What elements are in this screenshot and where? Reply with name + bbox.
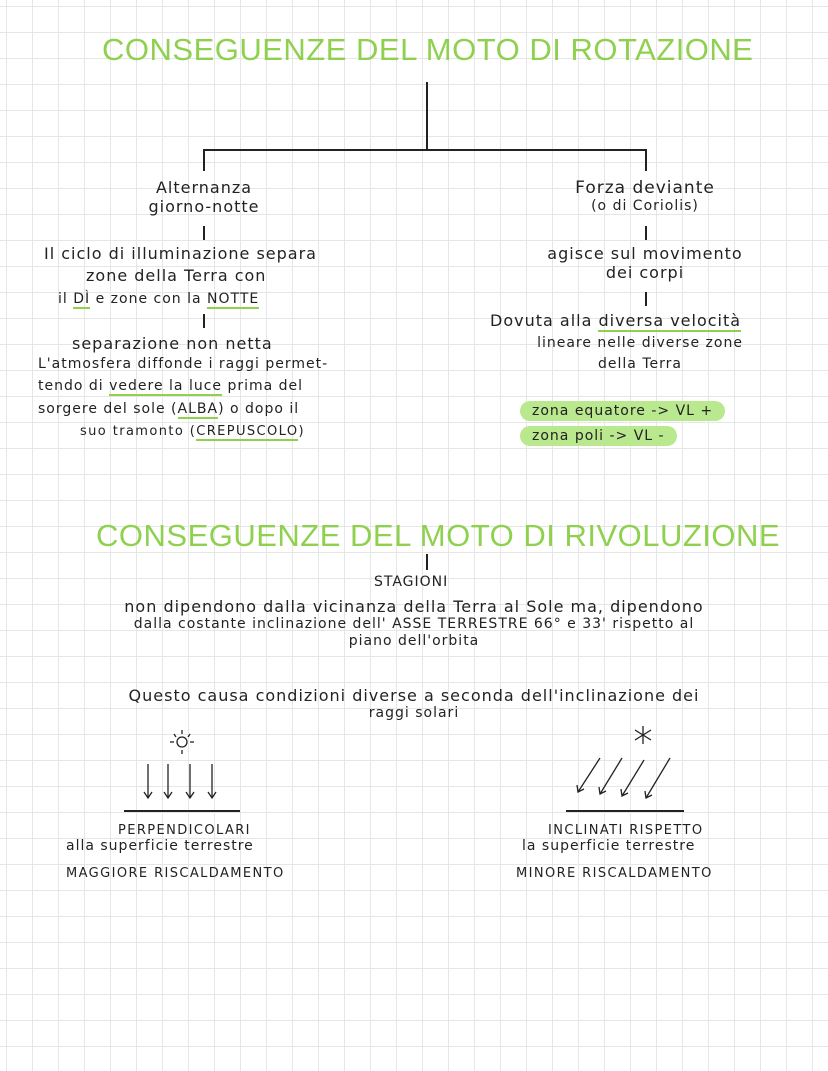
sep4-prefix: sorgere del sole ( [38, 401, 178, 417]
inclined-rays-diagram [560, 722, 690, 812]
left-desc-line1: Il ciclo di illuminazione separa [44, 244, 317, 263]
sep5-suffix: ) [298, 424, 305, 439]
revolution-connector [426, 554, 428, 570]
right-due-line3: della Terra [598, 356, 682, 372]
stagioni-label: STAGIONI [374, 574, 449, 590]
para1-line1: non dipendono dalla vicinanza della Terra al Sole ma, dipendono [124, 597, 704, 616]
revolution-para1 [20, 597, 808, 650]
left-desc-line2: zone della Terra con [86, 266, 267, 285]
sep3-suffix: prima del [227, 378, 304, 394]
vertical-rays [144, 764, 216, 798]
right-act [500, 244, 790, 282]
tree-left-drop [203, 149, 205, 171]
day-prefix: il [58, 291, 68, 307]
crepuscolo-word: CREPUSCOLO [196, 424, 299, 439]
right-connector-2 [645, 292, 647, 306]
right-act-line2: dei corpi [605, 263, 685, 283]
para2-line2: raggi solari [368, 705, 460, 722]
left-heading-line1: Alternanza [155, 178, 253, 197]
sep3-prefix: tendo di [38, 378, 104, 394]
right-act-line1: agisce sul movimento [547, 244, 743, 263]
tree-stem [426, 82, 428, 150]
left-desc-line3 [58, 291, 259, 308]
left-sep-line2: L'atmosfera diffonde i raggi permet- [38, 356, 329, 372]
perpendicular-rays-diagram [120, 728, 240, 814]
due-prefix: Dovuta alla [490, 311, 593, 330]
right-heading-line1: Forza deviante [575, 178, 715, 198]
day-word: DÌ [73, 291, 91, 307]
see-light-phrase: vedere la luce [109, 378, 223, 394]
inclined-label: INCLINATI RISPETTO [548, 823, 704, 838]
sep5-prefix: suo tramonto ( [80, 424, 197, 439]
diverse-velocity: diversa velocità [598, 311, 742, 330]
revolution-para2 [20, 686, 808, 722]
more-heating: MAGGIORE RISCALDAMENTO [66, 866, 285, 881]
left-connector-1 [203, 226, 205, 240]
para1-line2: dalla costante inclinazione dell' ASSE TERRESTRE 66° e 33' rispetto al [133, 616, 695, 633]
left-ground-line [124, 810, 240, 812]
revolution-title: CONSEGUENZE DEL MOTO DI RIVOLUZIONE [96, 518, 781, 553]
right-ground-line [566, 810, 684, 812]
left-sep-line5 [80, 424, 305, 440]
para1-line3: piano dell'orbita [348, 632, 480, 649]
rotation-title: CONSEGUENZE DEL MOTO DI ROTAZIONE [102, 32, 754, 67]
sep4-suffix: ) o dopo il [218, 401, 300, 417]
left-sep-line1: separazione non netta [72, 334, 273, 353]
perpendicular-sub: alla superficie terrestre [66, 838, 254, 854]
left-sep-line4 [38, 401, 299, 418]
inclined-rays [577, 758, 670, 798]
left-heading [100, 178, 308, 216]
right-heading-line2: (o di Coriolis) [591, 198, 699, 215]
right-connector-1 [645, 226, 647, 240]
left-heading-line2: giorno-notte [148, 197, 260, 217]
zone-equator-highlight: zona equatore -> VL + [520, 401, 725, 421]
tree-branch [203, 149, 647, 151]
inclined-sub: la superficie terrestre [522, 838, 696, 854]
tree-right-drop [645, 149, 647, 171]
less-heating: MINORE RISCALDAMENTO [516, 866, 713, 881]
right-due-line2: lineare nelle diverse zone [537, 335, 743, 351]
left-sep-line3 [38, 378, 303, 395]
para2-line1: Questo causa condizioni diverse a seconda dell'inclinazione dei [128, 686, 700, 705]
right-heading [530, 178, 760, 215]
alba-word: ALBA [177, 401, 219, 417]
perpendicular-label: PERPENDICOLARI [118, 823, 251, 838]
right-due-line1 [490, 311, 741, 330]
left-connector-2 [203, 314, 205, 328]
snowflake-icon [635, 726, 651, 744]
day-mid: e zone con la [95, 291, 202, 307]
zone-poles-highlight: zona poli -> VL - [520, 426, 677, 446]
night-word: NOTTE [207, 291, 260, 307]
sun-icon [170, 730, 194, 754]
